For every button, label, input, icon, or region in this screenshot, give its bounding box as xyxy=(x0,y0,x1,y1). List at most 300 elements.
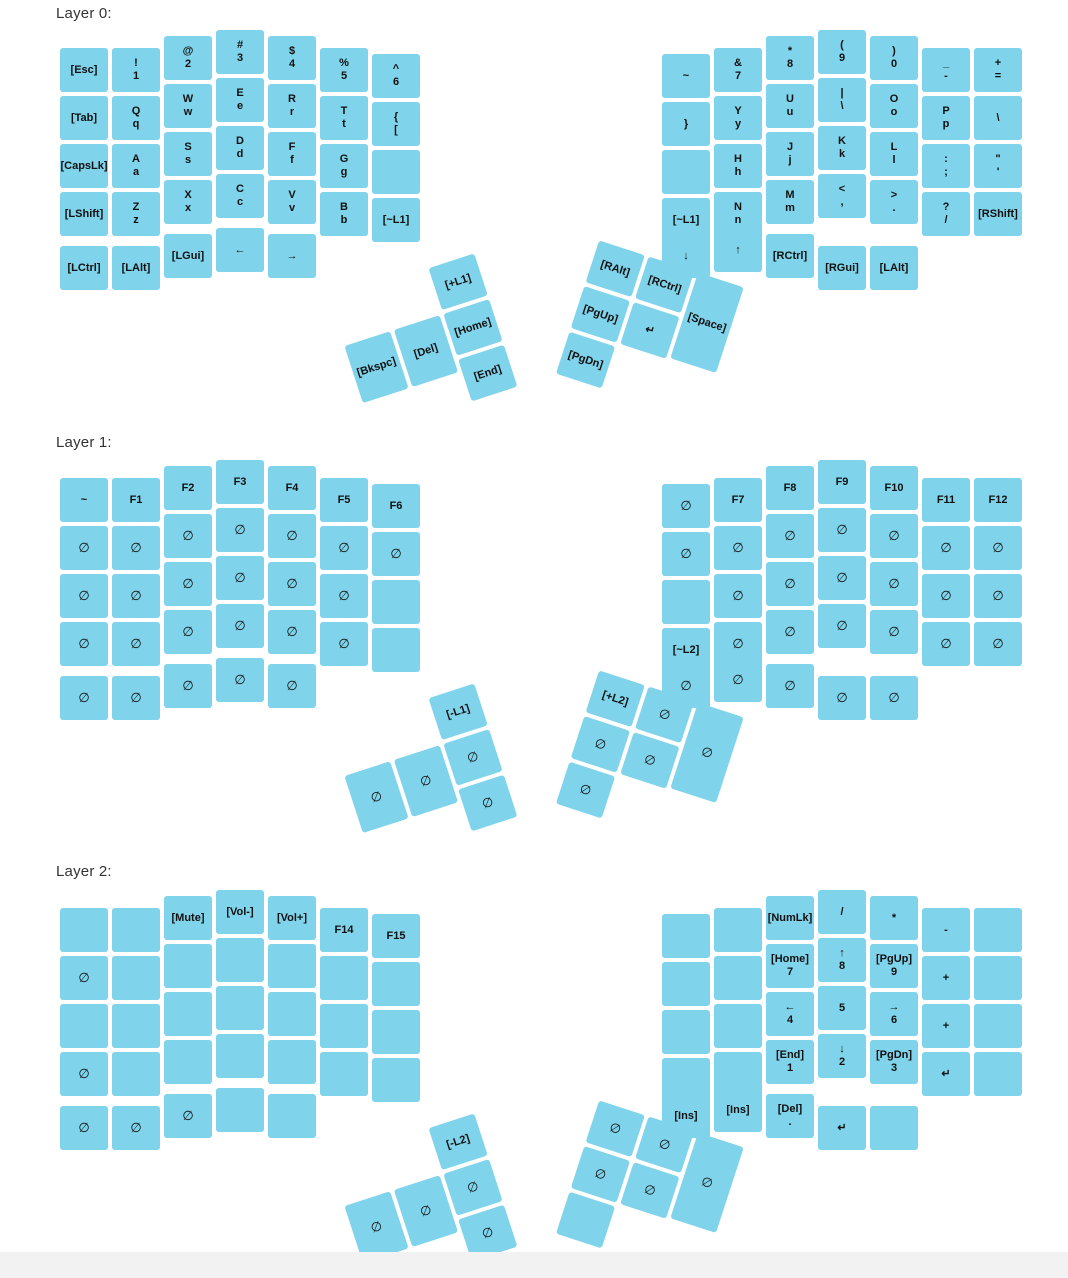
layer0-left-key-end[interactable] xyxy=(458,345,517,402)
layer2-left-key-blank[interactable] xyxy=(320,1052,368,1096)
layer2-left-key-blank[interactable] xyxy=(216,938,264,982)
layer1-right-key-f9[interactable] xyxy=(818,460,866,504)
key-legend-main: F5 xyxy=(337,493,351,506)
layer2-left-key-blank[interactable] xyxy=(112,1106,160,1150)
layer0-left-key-1[interactable] xyxy=(112,48,160,92)
layer2-right-key-2[interactable] xyxy=(818,1034,866,1078)
layer1-left-key-blank[interactable] xyxy=(112,676,160,720)
key-legend-main: 1 xyxy=(786,1062,794,1074)
key-legend-top: M xyxy=(785,189,795,202)
layer1-left-key-blank[interactable] xyxy=(60,526,108,570)
layer2-right-key-blank[interactable] xyxy=(714,956,762,1000)
layer1-left-key-f6[interactable] xyxy=(372,484,420,528)
layer1-right-key-blank[interactable] xyxy=(766,562,814,606)
layer0-right-key-blank[interactable] xyxy=(974,144,1022,188)
layer1-right-key-f8[interactable] xyxy=(766,466,814,510)
key-legend-main: ∅ xyxy=(888,575,900,591)
layer0-left-key-blank[interactable] xyxy=(372,150,420,194)
key-legend-main: 6 xyxy=(392,76,400,88)
layer2-left-key-blank[interactable] xyxy=(164,1094,212,1138)
key-legend-main: [+L1] xyxy=(443,271,473,292)
layer1-right-key-blank[interactable] xyxy=(818,676,866,720)
layer1-right-key-f12[interactable] xyxy=(974,478,1022,522)
layer0-right-key-7[interactable] xyxy=(714,48,762,92)
layer1-left-key-blank[interactable] xyxy=(216,604,264,648)
layer2-right-key-blank[interactable] xyxy=(974,908,1022,952)
layer2-left-key-blank[interactable] xyxy=(164,992,212,1036)
layer1-left-key-blank[interactable] xyxy=(268,664,316,708)
key-legend-main: ∅ xyxy=(732,635,744,651)
layer1-left-key-blank[interactable] xyxy=(372,628,420,672)
layer1-left-key-blank[interactable] xyxy=(458,775,517,832)
layer1-left-key-f4[interactable] xyxy=(268,466,316,510)
key-legend-main: ∅ xyxy=(680,545,692,561)
layer2-right-key-3[interactable] xyxy=(870,1040,918,1084)
layer1-right-key-blank[interactable] xyxy=(714,658,762,702)
key-legend-main: 7 xyxy=(786,966,794,978)
layer2-right-key-blank[interactable] xyxy=(662,914,710,958)
key-legend-main: [Ins] xyxy=(726,1103,750,1116)
layer0-right-key-8[interactable] xyxy=(766,36,814,80)
layer2-left-key-blank[interactable] xyxy=(112,956,160,1000)
key-legend-top: [Home] xyxy=(771,953,809,966)
layer2-right-key-7[interactable] xyxy=(766,944,814,988)
key-legend-main: [Mute] xyxy=(171,911,205,924)
key-legend-main: ∅ xyxy=(888,623,900,639)
layer0-left-key-s[interactable] xyxy=(164,132,212,176)
layer0-left-key-6[interactable] xyxy=(372,54,420,98)
layer0-right-key-blank[interactable] xyxy=(922,48,970,92)
key-legend-main: [Ins] xyxy=(674,1109,698,1122)
layer0-left-key-esc[interactable] xyxy=(60,48,108,92)
layer1-left-key-blank[interactable] xyxy=(320,622,368,666)
layer0-left-key-blank[interactable] xyxy=(372,102,420,146)
key-legend-main: ∅ xyxy=(417,1201,434,1220)
key-legend-main: [Bkspc] xyxy=(355,354,398,379)
layer2-left-key-f15[interactable] xyxy=(372,914,420,958)
layer2-left-key-blank[interactable] xyxy=(372,1058,420,1102)
key-legend-top: G xyxy=(339,153,349,166)
layer1-left-key-blank[interactable] xyxy=(60,478,108,522)
key-legend-top: [PgUp] xyxy=(875,953,913,966)
key-legend-main: - xyxy=(944,923,948,936)
key-legend-top: | xyxy=(840,87,844,100)
key-legend-main: / xyxy=(944,214,948,226)
layer0-left-key-5[interactable] xyxy=(320,48,368,92)
layer0-left-key-3[interactable] xyxy=(216,30,264,74)
layer1-left-key-blank[interactable] xyxy=(60,622,108,666)
key-legend-main: ~ xyxy=(682,69,690,82)
layer1-right-key-blank[interactable] xyxy=(922,574,970,618)
key-legend-main: ↵ xyxy=(941,1067,951,1080)
layer0-left-key-b[interactable] xyxy=(320,192,368,236)
layer0-right-key-k[interactable] xyxy=(818,126,866,170)
layer0-right-key-9[interactable] xyxy=(818,30,866,74)
layer0-right-key-p[interactable] xyxy=(922,96,970,140)
key-legend-main: ∅ xyxy=(479,793,496,812)
layer2-right-key-blank[interactable] xyxy=(974,1004,1022,1048)
layer0-left-key-c[interactable] xyxy=(216,174,264,218)
key-legend-main: ∅ xyxy=(338,587,350,603)
layer0-right-key-0[interactable] xyxy=(870,36,918,80)
layer0-right-key-h[interactable] xyxy=(714,144,762,188)
layer0-right-key-rshift[interactable] xyxy=(974,192,1022,236)
key-legend-main: 8 xyxy=(838,960,846,972)
layer2-left-key-blank[interactable] xyxy=(268,992,316,1036)
key-legend-top: A xyxy=(132,153,140,166)
layer2-left-key-blank[interactable] xyxy=(60,1106,108,1150)
key-legend-main: ∅ xyxy=(182,677,194,693)
layer2-right-key-blank[interactable] xyxy=(818,1106,866,1150)
layer0-left-key-z[interactable] xyxy=(112,192,160,236)
layer1-left-key-blank[interactable] xyxy=(268,562,316,606)
layer1-right-key-f7[interactable] xyxy=(714,478,762,522)
layer0-left-key-x[interactable] xyxy=(164,180,212,224)
layer1-left-key-blank[interactable] xyxy=(164,514,212,558)
layer1-right-key-blank[interactable] xyxy=(974,574,1022,618)
layer0-right-key-blank[interactable] xyxy=(870,180,918,224)
layer0-left-key-lgui[interactable] xyxy=(164,234,212,278)
layer2-left-key-blank[interactable] xyxy=(164,1040,212,1084)
key-legend-main: 6 xyxy=(890,1014,898,1026)
layer2-right-key-blank[interactable] xyxy=(818,890,866,934)
layer1-left-key-f1[interactable] xyxy=(112,478,160,522)
key-legend-top: ↑ xyxy=(839,947,845,960)
key-legend-main: ∅ xyxy=(182,623,194,639)
layer1-left-key-blank[interactable] xyxy=(112,574,160,618)
layer1-left-key-blank[interactable] xyxy=(216,508,264,552)
key-legend-main: / xyxy=(840,905,844,918)
key-legend-top: → xyxy=(888,1001,900,1014)
layer2-left-key-blank[interactable] xyxy=(112,1052,160,1096)
key-legend-top: ! xyxy=(134,57,138,70)
layer0-right-key-blank[interactable] xyxy=(662,102,710,146)
layer2-left-key-blank[interactable] xyxy=(112,908,160,952)
key-legend-main: ∅ xyxy=(607,1118,624,1137)
key-legend-top: & xyxy=(734,57,742,70)
layer1-left-key-blank[interactable] xyxy=(60,676,108,720)
layer0-right-key-blank[interactable] xyxy=(620,302,679,359)
key-legend-main: 4 xyxy=(288,58,296,70)
key-legend-top: E xyxy=(236,87,244,100)
key-legend-main: 9 xyxy=(890,966,898,978)
key-legend-main: g xyxy=(340,166,348,178)
layer1-right-key-blank[interactable] xyxy=(818,604,866,648)
layer0-right-key-blank[interactable] xyxy=(818,78,866,122)
layer1-left-key-f5[interactable] xyxy=(320,478,368,522)
layer0-right-key-blank[interactable] xyxy=(974,96,1022,140)
key-legend-main: ↓ xyxy=(683,249,689,262)
key-legend-top: J xyxy=(786,141,794,154)
key-legend-main: 5 xyxy=(340,70,348,82)
layer2-right-key-6[interactable] xyxy=(870,992,918,1036)
layer0-right-key-blank[interactable] xyxy=(818,174,866,218)
key-legend-main: l xyxy=(892,154,896,166)
key-legend-main: [Del] xyxy=(412,341,440,361)
layer1-left-key-blank[interactable] xyxy=(268,514,316,558)
layer1-right-key-blank[interactable] xyxy=(714,574,762,618)
key-legend-top: O xyxy=(889,93,899,106)
layer2-right-key-blank[interactable] xyxy=(922,1052,970,1096)
layer0-left-key-t[interactable] xyxy=(320,96,368,140)
layer1-right-key-blank[interactable] xyxy=(870,514,918,558)
key-legend-main: F7 xyxy=(731,493,745,506)
layer1-right-key-blank[interactable] xyxy=(662,532,710,576)
layer2-right-key-blank[interactable] xyxy=(662,1010,710,1054)
key-legend-main: F2 xyxy=(181,481,195,494)
layer0-right-key-blank[interactable] xyxy=(714,228,762,272)
key-legend-main: 2 xyxy=(184,58,192,70)
layer2-left-key-vol[interactable] xyxy=(268,896,316,940)
layer2-right-key-blank[interactable] xyxy=(974,1052,1022,1096)
layer0-left-key-g[interactable] xyxy=(320,144,368,188)
layer1-left-key-blank[interactable] xyxy=(164,664,212,708)
layer-2-title: Layer 2: xyxy=(56,863,112,880)
layer1-left-key-blank[interactable] xyxy=(216,556,264,600)
layer1-right-key-blank[interactable] xyxy=(766,610,814,654)
key-legend-top: X xyxy=(184,189,192,202)
layer1-left-key-blank[interactable] xyxy=(112,622,160,666)
key-legend-main: + xyxy=(942,971,950,984)
key-legend-main: [Tab] xyxy=(70,111,98,124)
layer2-right-key-9[interactable] xyxy=(870,944,918,988)
layer0-right-key-j[interactable] xyxy=(766,132,814,176)
key-legend-main: u xyxy=(786,106,794,118)
key-legend-main: ∅ xyxy=(784,575,796,591)
key-legend-main: ∅ xyxy=(784,527,796,543)
layer2-left-key-blank[interactable] xyxy=(60,956,108,1000)
key-legend-main: ∅ xyxy=(78,635,90,651)
key-legend-main: ∅ xyxy=(338,635,350,651)
key-legend-main: [Vol-] xyxy=(226,905,254,918)
key-legend-main: r xyxy=(289,106,295,118)
key-legend-main: ∅ xyxy=(680,497,692,513)
layer2-right-key-blank[interactable] xyxy=(922,1004,970,1048)
layer0-right-key-blank[interactable] xyxy=(922,144,970,188)
layer1-right-key-blank[interactable] xyxy=(870,610,918,654)
layer2-left-key-vol[interactable] xyxy=(216,890,264,934)
layer2-right-key-blank[interactable] xyxy=(922,956,970,1000)
layer1-left-key-blank[interactable] xyxy=(216,658,264,702)
key-legend-top: * xyxy=(787,45,793,58)
layer0-left-key-w[interactable] xyxy=(164,84,212,128)
layer1-right-key-blank[interactable] xyxy=(922,526,970,570)
layer2-left-key-blank[interactable] xyxy=(112,1004,160,1048)
layer1-right-key-blank[interactable] xyxy=(870,676,918,720)
layer1-right-key-blank[interactable] xyxy=(766,664,814,708)
layer0-right-key-rgui[interactable] xyxy=(818,246,866,290)
layer0-left-key-lshift[interactable] xyxy=(60,192,108,236)
key-legend-main: [+L2] xyxy=(600,688,630,709)
layer2-right-key-blank[interactable] xyxy=(870,1106,918,1150)
key-legend-top: P xyxy=(942,105,950,118)
key-legend-main: f xyxy=(290,154,294,166)
key-legend-main: [Vol+] xyxy=(276,911,308,924)
layer1-left-key-blank[interactable] xyxy=(164,562,212,606)
key-legend-main: h xyxy=(734,166,742,178)
layer2-right-key-blank[interactable] xyxy=(714,908,762,952)
layer2-left-key-f14[interactable] xyxy=(320,908,368,952)
key-legend-main: F8 xyxy=(783,481,797,494)
layer1-left-key-blank[interactable] xyxy=(60,574,108,618)
layer1-right-key-blank[interactable] xyxy=(974,622,1022,666)
layer1-right-key-blank[interactable] xyxy=(974,526,1022,570)
key-legend-main: F12 xyxy=(988,493,1008,506)
layer0-right-key-blank[interactable] xyxy=(974,48,1022,92)
layer2-right-key-blank[interactable] xyxy=(974,956,1022,1000)
layer1-right-key-blank[interactable] xyxy=(870,562,918,606)
layer1-left-key-blank[interactable] xyxy=(112,526,160,570)
layer2-right-key-blank[interactable] xyxy=(766,1094,814,1138)
key-legend-main: ∅ xyxy=(130,1119,142,1135)
layer1-left-key-blank[interactable] xyxy=(268,610,316,654)
layer1-left-key-blank[interactable] xyxy=(320,526,368,570)
layer2-left-key-blank[interactable] xyxy=(60,1052,108,1096)
key-legend-main: ∅ xyxy=(182,575,194,591)
key-legend-main: ↑ xyxy=(735,243,741,256)
layer1-left-key-blank[interactable] xyxy=(320,574,368,618)
key-legend-top: ( xyxy=(840,39,844,52)
layer0-left-key-capslk[interactable] xyxy=(60,144,108,188)
layer0-right-key-y[interactable] xyxy=(714,96,762,140)
layer1-right-key-blank[interactable] xyxy=(922,622,970,666)
layer2-left-key-blank[interactable] xyxy=(268,1040,316,1084)
key-legend-main: 4 xyxy=(786,1014,794,1026)
key-legend-main: = xyxy=(994,70,1002,82)
key-legend-main: 0 xyxy=(890,58,898,70)
layer0-left-key-blank[interactable] xyxy=(268,234,316,278)
layer2-right-key-4[interactable] xyxy=(766,992,814,1036)
layer0-right-key-blank[interactable] xyxy=(662,150,710,194)
key-legend-main: ∅ xyxy=(368,1217,384,1236)
layer0-right-key-lalt[interactable] xyxy=(870,246,918,290)
layer1-right-key-blank[interactable] xyxy=(662,580,710,624)
key-legend-top: ↓ xyxy=(839,1043,845,1056)
layer2-left-key-blank[interactable] xyxy=(216,986,264,1030)
layer1-right-key-f11[interactable] xyxy=(922,478,970,522)
layer1-left-key-blank[interactable] xyxy=(164,610,212,654)
layer2-left-key-blank[interactable] xyxy=(60,1004,108,1048)
layer0-right-key-blank[interactable] xyxy=(662,54,710,98)
key-legend-main: x xyxy=(184,202,192,214)
layer1-left-key-f2[interactable] xyxy=(164,466,212,510)
layer2-right-key-numlk[interactable] xyxy=(766,896,814,940)
key-legend-main: F6 xyxy=(389,499,403,512)
layer0-left-key-v[interactable] xyxy=(268,180,316,224)
layer-0-keyboard xyxy=(0,30,1068,410)
layer2-right-key-blank[interactable] xyxy=(870,896,918,940)
layer1-right-key-blank[interactable] xyxy=(766,514,814,558)
layer0-left-key-lalt[interactable] xyxy=(112,246,160,290)
key-legend-top: : xyxy=(944,153,948,166)
layer2-left-key-blank[interactable] xyxy=(372,1010,420,1054)
layer1-right-key-blank[interactable] xyxy=(620,732,679,789)
layer2-left-key-blank[interactable] xyxy=(372,962,420,1006)
layer2-right-key-blank[interactable] xyxy=(620,1162,679,1219)
layer0-right-key-m[interactable] xyxy=(766,180,814,224)
layer2-right-key-blank[interactable] xyxy=(714,1004,762,1048)
key-legend-main: \ xyxy=(996,111,1000,124)
layer2-right-key-blank[interactable] xyxy=(662,962,710,1006)
layer0-left-key-2[interactable] xyxy=(164,36,212,80)
layer1-right-key-blank[interactable] xyxy=(818,508,866,552)
key-legend-main: 8 xyxy=(786,58,794,70)
layer2-left-key-blank[interactable] xyxy=(320,1004,368,1048)
layer1-right-key-blank[interactable] xyxy=(818,556,866,600)
layer2-right-key-5[interactable] xyxy=(818,986,866,1030)
layer0-left-key-a[interactable] xyxy=(112,144,160,188)
layer1-right-key-blank[interactable] xyxy=(714,526,762,570)
key-legend-main: ∅ xyxy=(836,617,848,633)
layer0-left-key-f[interactable] xyxy=(268,132,316,176)
key-legend-main: ∅ xyxy=(940,587,952,603)
layer2-left-key-blank[interactable] xyxy=(268,1094,316,1138)
key-legend-main: j xyxy=(788,154,792,166)
layer2-right-key-blank[interactable] xyxy=(922,908,970,952)
key-legend-main: d xyxy=(236,148,244,160)
layer1-right-key-f10[interactable] xyxy=(870,466,918,510)
layer2-left-key-blank[interactable] xyxy=(268,944,316,988)
key-legend-main: ∅ xyxy=(78,1119,90,1135)
layer1-left-key-f3[interactable] xyxy=(216,460,264,504)
key-legend-main: ' xyxy=(996,166,1000,178)
key-legend-main: ∅ xyxy=(992,587,1004,603)
layer2-left-key-blank[interactable] xyxy=(216,1088,264,1132)
key-legend-main: F10 xyxy=(884,481,904,494)
layer2-left-key-blank[interactable] xyxy=(60,908,108,952)
layer2-right-key-8[interactable] xyxy=(818,938,866,982)
key-legend-main: ∅ xyxy=(130,689,142,705)
layer2-left-key-blank[interactable] xyxy=(216,1034,264,1078)
layer0-left-key-l1[interactable] xyxy=(372,198,420,242)
layer0-right-key-o[interactable] xyxy=(870,84,918,128)
layer0-left-key-e[interactable] xyxy=(216,78,264,122)
key-legend-main: t xyxy=(342,118,346,130)
layer0-left-key-tab[interactable] xyxy=(60,96,108,140)
key-legend-top: [Del] xyxy=(777,1103,803,1116)
key-legend-top: + xyxy=(994,57,1002,70)
layer2-left-key-mute[interactable] xyxy=(164,896,212,940)
key-legend-top: " xyxy=(995,153,1001,166)
key-legend-main: ∅ xyxy=(130,635,142,651)
layer1-left-key-blank[interactable] xyxy=(372,532,420,576)
layer0-left-key-lctrl[interactable] xyxy=(60,246,108,290)
key-legend-main: 7 xyxy=(734,70,742,82)
layer0-left-key-r[interactable] xyxy=(268,84,316,128)
layer0-right-key-blank[interactable] xyxy=(922,192,970,236)
layer0-right-key-u[interactable] xyxy=(766,84,814,128)
key-legend-main: 3 xyxy=(890,1062,898,1074)
layer2-right-key-1[interactable] xyxy=(766,1040,814,1084)
key-legend-main: ∅ xyxy=(836,689,848,705)
layer2-left-key-blank[interactable] xyxy=(164,944,212,988)
layer0-left-key-d[interactable] xyxy=(216,126,264,170)
layer2-right-key-ins[interactable] xyxy=(714,1088,762,1132)
key-legend-main: k xyxy=(838,148,846,160)
layer0-left-key-q[interactable] xyxy=(112,96,160,140)
layer1-left-key-blank[interactable] xyxy=(372,580,420,624)
key-legend-main: ∅ xyxy=(940,635,952,651)
layer0-left-key-blank[interactable] xyxy=(216,228,264,272)
key-legend-main: ∅ xyxy=(699,742,716,761)
key-legend-top: ^ xyxy=(392,63,400,76)
layer0-right-key-l[interactable] xyxy=(870,132,918,176)
layer0-right-key-rctrl[interactable] xyxy=(766,234,814,278)
layer1-right-key-blank[interactable] xyxy=(662,484,710,528)
layer0-left-key-4[interactable] xyxy=(268,36,316,80)
layer-1-keyboard xyxy=(0,460,1068,840)
layer2-left-key-blank[interactable] xyxy=(320,956,368,1000)
